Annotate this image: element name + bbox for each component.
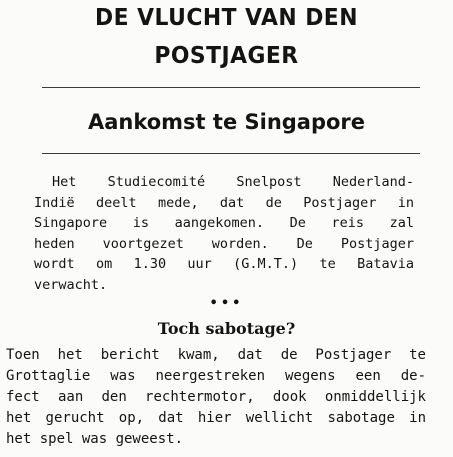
paragraph-line: Toen het bericht kwam, dat de Postjager te bbox=[6, 347, 426, 363]
divider-top bbox=[42, 87, 420, 88]
paragraph-announcement bbox=[34, 172, 414, 295]
section-separator: ••• bbox=[209, 296, 244, 311]
subheadline: Aankomst te Singapore bbox=[87, 110, 366, 134]
section-title: Toch sabotage? bbox=[157, 319, 296, 338]
headline-line-1: DE VLUCHT VAN DEN bbox=[95, 5, 358, 31]
headline-line-2: POSTJAGER bbox=[154, 43, 299, 69]
paragraph-line: Grottaglie was neergestreken wegens een de- bbox=[6, 368, 426, 384]
divider-bottom bbox=[42, 153, 420, 154]
paragraph-line: wordt om 1.30 uur (G.M.T.) te Batavia bbox=[34, 256, 414, 272]
paragraph-line: fect aan den rechtermotor, dook onmiddellijk bbox=[6, 389, 426, 405]
paragraph-line: verwacht. bbox=[34, 276, 108, 293]
paragraph-line: het spel was geweest. bbox=[6, 431, 184, 447]
paragraph-line: het gerucht op, dat hier wellicht sabotage in bbox=[6, 410, 426, 426]
paragraph-line: Het Studiecomité Snelpost Nederland- bbox=[52, 174, 414, 190]
paragraph-sabotage bbox=[6, 345, 426, 450]
paragraph-line: heden voortgezet worden. De Postjager bbox=[34, 235, 414, 252]
paragraph-line: Indië deelt mede, dat de Postjager in bbox=[34, 194, 414, 211]
paragraph-line: Singapore is aangekomen. De reis zal bbox=[34, 215, 414, 231]
